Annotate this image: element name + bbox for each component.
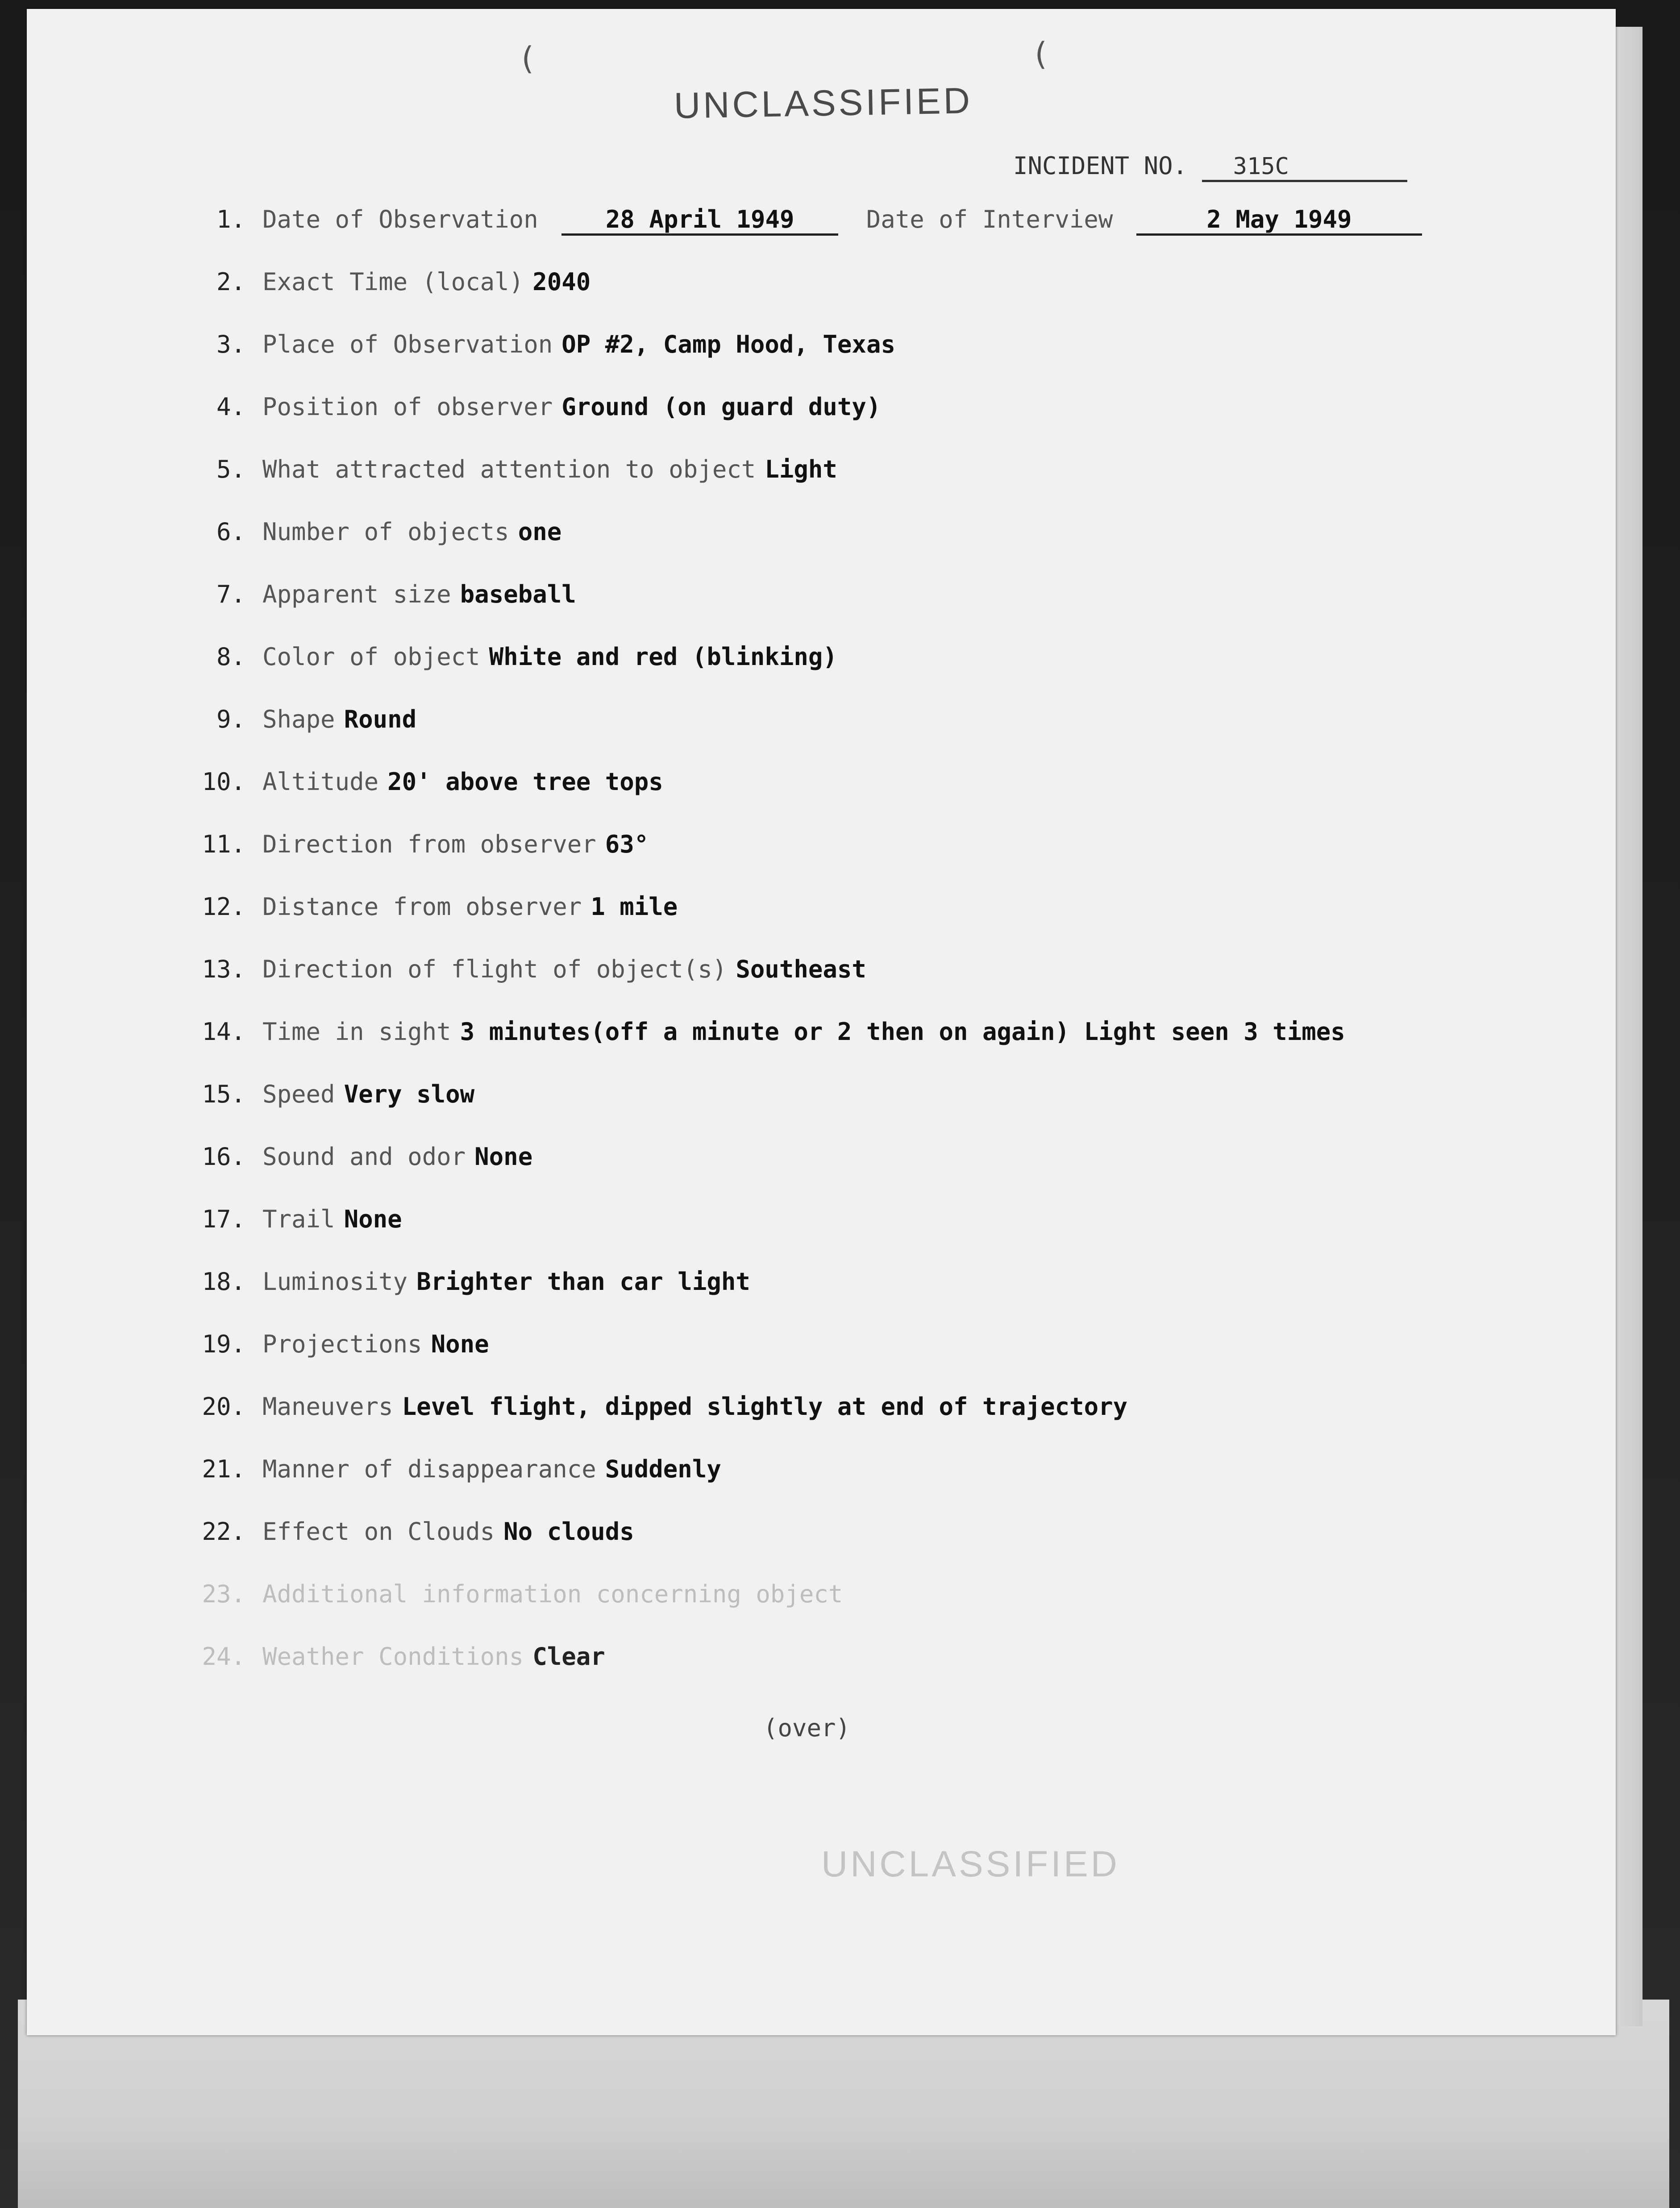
item-label: Maneuvers: [262, 1393, 393, 1421]
item-number: 20.: [202, 1393, 245, 1421]
item-label: Color of object: [262, 643, 480, 671]
scan-mark: (: [1031, 36, 1050, 72]
form-row-7: [170, 580, 576, 608]
item-value: one: [518, 518, 562, 546]
item-number: 4.: [216, 393, 245, 421]
form-row-21: [170, 1455, 721, 1483]
form-row-24: [170, 1642, 605, 1671]
item-value: No clouds: [503, 1518, 634, 1546]
item-value: OP #2, Camp Hood, Texas: [561, 330, 895, 358]
item-number: 24.: [202, 1642, 245, 1671]
item-value: None: [431, 1330, 489, 1358]
item-value: Southeast: [736, 955, 866, 983]
form-row-6: [170, 518, 561, 546]
item-number: 12.: [202, 893, 245, 921]
form-row-12: [170, 893, 678, 921]
item-number: 8.: [216, 643, 245, 671]
item-label: Luminosity: [262, 1268, 408, 1296]
classification-stamp-bottom: UNCLASSIFIED: [821, 1844, 1120, 1884]
item-number: 22.: [202, 1518, 245, 1546]
form-row-18: [170, 1268, 750, 1296]
over-note: (over): [763, 1714, 851, 1742]
form-row-13: [170, 955, 866, 983]
item-number: 10.: [202, 768, 245, 796]
item-label: Sound and odor: [262, 1143, 466, 1171]
item-label: Direction from observer: [262, 830, 596, 858]
item-label: Projections: [262, 1330, 422, 1358]
form-row-16: [170, 1143, 532, 1171]
item-label: Direction of flight of object(s): [262, 955, 727, 983]
item-label: Effect on Clouds: [262, 1518, 495, 1546]
item-label: Shape: [262, 705, 335, 733]
item-number: 3.: [216, 330, 245, 358]
item-label: Exact Time (local): [262, 268, 524, 296]
item-label: Distance from observer: [262, 893, 582, 921]
document-page: [27, 9, 1616, 2035]
item-value: Level flight, dipped slightly at end of trajectory: [402, 1393, 1128, 1421]
item-value: baseball: [460, 580, 576, 608]
item-label: Position of observer: [262, 393, 553, 421]
incident-number: [1013, 152, 1407, 182]
form-row-22: [170, 1518, 634, 1546]
item-number: 11.: [202, 830, 245, 858]
item-value: Light: [765, 455, 837, 483]
form-row-3: [170, 330, 895, 358]
item-label: Place of Observation: [262, 330, 553, 358]
item-value: None: [474, 1143, 533, 1171]
item-label: Weather Conditions: [262, 1642, 524, 1671]
item-number: 9.: [216, 705, 245, 733]
form-row-19: [170, 1330, 489, 1358]
incident-value: 315C: [1202, 153, 1407, 182]
incident-label: INCIDENT NO.: [1013, 152, 1188, 180]
form-row-20: [170, 1393, 1127, 1421]
item-number: 19.: [202, 1330, 245, 1358]
item-number: 6.: [216, 518, 245, 546]
item-value: 20' above tree tops: [387, 768, 663, 796]
item-number: 23.: [202, 1580, 245, 1608]
item-value: 63°: [605, 830, 649, 858]
item-value: Round: [344, 705, 417, 733]
form-row-8: [170, 643, 837, 671]
item-value: 1 mile: [590, 893, 678, 921]
form-row-9: [170, 705, 416, 733]
item-value: Clear: [532, 1642, 605, 1671]
item-label: Manner of disappearance: [262, 1455, 596, 1483]
item-value: 3 minutes(off a minute or 2 then on again) Light seen 3 times: [460, 1018, 1345, 1046]
form-row-4: [170, 393, 881, 421]
item-value: [843, 1580, 852, 1608]
date-of-interview-value: 2 May 1949: [1136, 205, 1422, 236]
item-label: Time in sight: [262, 1018, 451, 1046]
item-number: 16.: [202, 1143, 245, 1171]
item-value: White and red (blinking): [489, 643, 837, 671]
form-row-15: [170, 1080, 474, 1108]
item-label: Speed: [262, 1080, 335, 1108]
form-row-17: [170, 1205, 402, 1233]
item-number: 5.: [216, 455, 245, 483]
form-row-1: [170, 205, 1422, 236]
item-value: Suddenly: [605, 1455, 721, 1483]
item-number: 21.: [202, 1455, 245, 1483]
date-of-observation-value: 28 April 1949: [561, 205, 838, 236]
classification-stamp-top: UNCLASSIFIED: [674, 80, 973, 126]
item-value: Very slow: [344, 1080, 475, 1108]
date-of-observation-label: Date of Observation: [262, 205, 538, 233]
item-value: None: [344, 1205, 402, 1233]
item-label: Additional information concerning object: [262, 1580, 843, 1608]
item-number: 1.: [216, 205, 245, 233]
form-row-14: [170, 1018, 1345, 1046]
item-number: 14.: [202, 1018, 245, 1046]
item-label: Trail: [262, 1205, 335, 1233]
item-number: 18.: [202, 1268, 245, 1296]
item-number: 17.: [202, 1205, 245, 1233]
form-row-11: [170, 830, 649, 858]
item-label: What attracted attention to object: [262, 455, 756, 483]
form-row-5: [170, 455, 837, 483]
item-number: 13.: [202, 955, 245, 983]
item-value: 2040: [532, 268, 591, 296]
item-value: Ground (on guard duty): [561, 393, 881, 421]
item-label: Apparent size: [262, 580, 451, 608]
item-number: 2.: [216, 268, 245, 296]
item-value: Brighter than car light: [416, 1268, 750, 1296]
item-label: Altitude: [262, 768, 379, 796]
form-row-10: [170, 768, 663, 796]
scan-mark: (: [518, 40, 537, 77]
item-label: Number of objects: [262, 518, 509, 546]
item-number: 7.: [216, 580, 245, 608]
form-row-2: [170, 268, 590, 296]
form-row-23: [170, 1580, 852, 1608]
date-of-interview-label: Date of Interview: [866, 205, 1113, 233]
item-number: 15.: [202, 1080, 245, 1108]
